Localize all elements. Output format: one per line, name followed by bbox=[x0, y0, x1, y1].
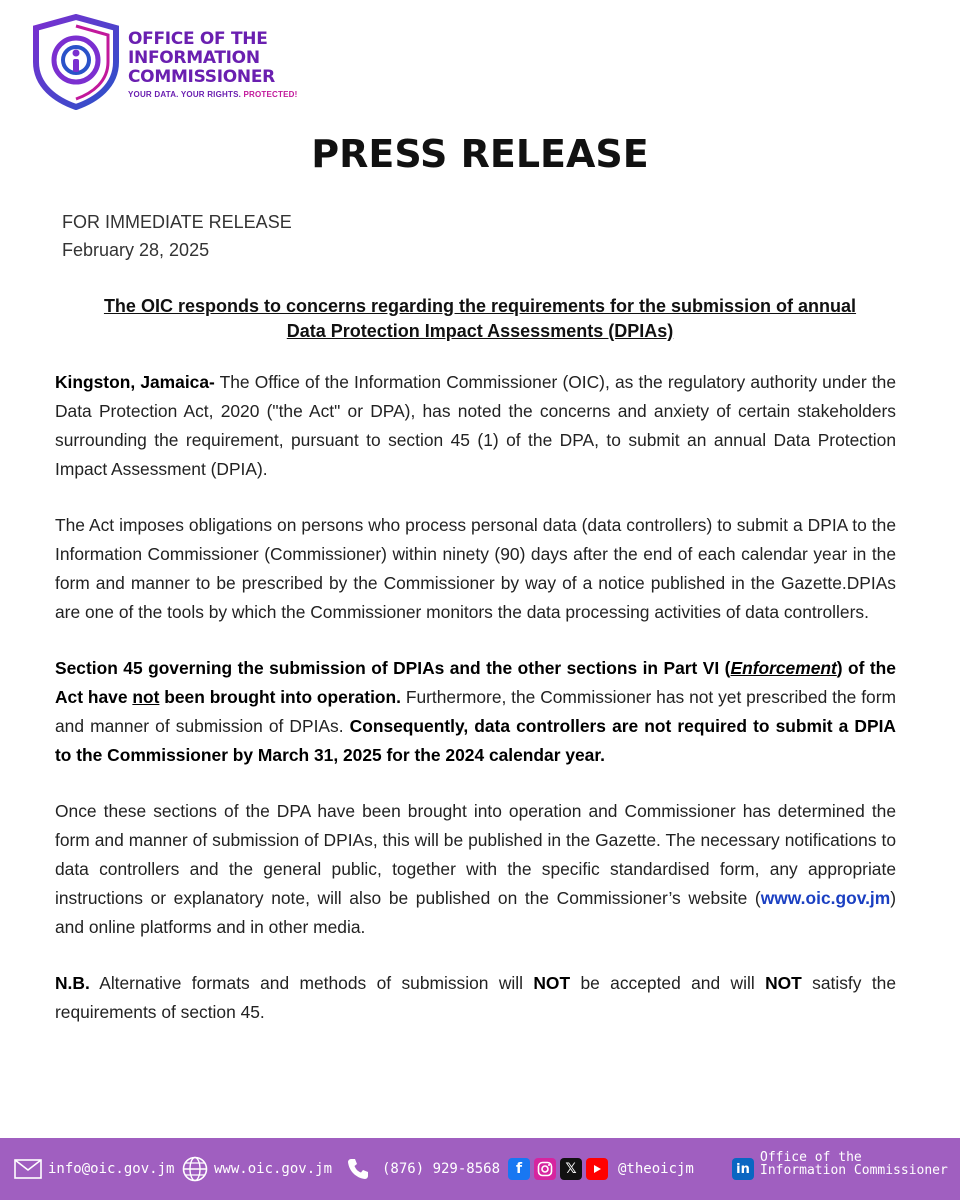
paragraph-5 bbox=[55, 969, 896, 1027]
paragraph-3-conclusion: Consequently, data controllers are not required to submit a DPIA to the Commissioner by March 31, 2025 for the 2024 calendar year. bbox=[55, 716, 896, 765]
youtube-icon[interactable] bbox=[586, 1158, 608, 1180]
footer-phone[interactable] bbox=[346, 1138, 500, 1200]
contact-footer bbox=[0, 1138, 960, 1200]
logo-tagline bbox=[128, 90, 297, 99]
linkedin-icon[interactable]: in bbox=[732, 1158, 754, 1180]
page-title: PRESS RELEASE bbox=[311, 132, 649, 176]
headline: The OIC responds to concerns regarding the requirements for the submission of annual Data Protection Impact Assessments (DPIAs) bbox=[103, 296, 857, 341]
release-label: FOR IMMEDIATE RELEASE bbox=[62, 212, 292, 232]
paragraph-5-text-a: Alternative formats and methods of submission will bbox=[89, 973, 534, 993]
logo-line-1: OFFICE OF THE bbox=[128, 29, 268, 49]
logo-line-3: COMMISSIONER bbox=[128, 67, 275, 87]
footer-email-text: info@oic.gov.jm bbox=[48, 1161, 175, 1177]
paragraph-5-text-b: be accepted and will bbox=[570, 973, 766, 993]
paragraph-3-bold-a: Section 45 governing the submission of DPIAs and the other sections in Part VI ( bbox=[55, 658, 731, 678]
facebook-icon[interactable]: f bbox=[508, 1158, 530, 1180]
shield-icon bbox=[30, 14, 122, 110]
x-twitter-icon[interactable]: 𝕏 bbox=[560, 1158, 582, 1180]
release-date: February 28, 2025 bbox=[62, 240, 210, 260]
paragraph-1-text: The Office of the Information Commissioner (OIC), as the regulatory authority under the Data Protection Act, 2020 ("the Act" or DPA), has noted the concerns and anxiety of certain stakeholders surrounding the requirement, pursuant to section 45 (1) of the DPA, to submit an annual Data Protection Impact Assessment (DPIA). bbox=[55, 372, 896, 479]
paragraph-2: The Act imposes obligations on persons who process personal data (data controllers) to submit a DPIA to the Information Commissioner (Commissioner) within ninety (90) days after the end of each calendar year in the form and manner to be prescribed by the Commissioner by way of a notice published in the Gazette.DPIAs are one of the tools by which the Commissioner monitors the data processing activities of data controllers. bbox=[55, 515, 896, 622]
social-handle[interactable]: @theoicjm bbox=[618, 1161, 694, 1177]
tagline-part-2: PROTECTED! bbox=[243, 90, 298, 99]
social-icons bbox=[508, 1138, 694, 1200]
enforcement-term: Enforcement bbox=[730, 658, 837, 678]
paragraph-1 bbox=[55, 368, 896, 484]
press-release-body bbox=[55, 368, 896, 1054]
linkedin-name[interactable]: Office of the Information Commissioner bbox=[760, 1150, 948, 1178]
paragraph-3 bbox=[55, 654, 896, 770]
phone-icon bbox=[346, 1157, 370, 1181]
paragraph-3-bold-b: ) of the Act have bbox=[55, 658, 896, 707]
paragraph-5-text-c: satisfy the requirements of section 45. bbox=[55, 973, 896, 1022]
website-link[interactable]: www.oic.gov.jm bbox=[760, 888, 891, 908]
not-emphasis-2: NOT bbox=[765, 973, 802, 993]
paragraph-3-bold-c: been brought into operation. bbox=[159, 687, 401, 707]
footer-website[interactable] bbox=[182, 1138, 332, 1200]
paragraph-4 bbox=[55, 797, 896, 942]
dateline: Kingston, Jamaica- bbox=[55, 372, 215, 392]
footer-email[interactable] bbox=[14, 1138, 174, 1200]
footer-phone-text: (876) 929-8568 bbox=[382, 1161, 501, 1177]
not-emphasis: not bbox=[132, 687, 160, 707]
instagram-icon[interactable] bbox=[534, 1158, 556, 1180]
release-meta bbox=[62, 208, 292, 264]
globe-icon bbox=[182, 1156, 208, 1182]
paragraph-4-text-a: Once these sections of the DPA have been brought into operation and Commissioner has determined the form and manner of submission of DPIAs, this will be published in the Gazette. The necessary notifications to data controllers and the general public, together with the specific standardised form, any appropriate instructions or explanatory note, will also be published on the Commissioner’s website ( bbox=[55, 801, 896, 908]
not-emphasis-1: NOT bbox=[533, 973, 571, 993]
paragraph-3-text: Furthermore, the Commissioner has not yet prescribed the form and manner of submission of DPIAs. bbox=[55, 687, 896, 736]
tagline-part-1: YOUR DATA. YOUR RIGHTS. bbox=[128, 90, 244, 99]
envelope-icon bbox=[14, 1159, 42, 1179]
nb-label: N.B. bbox=[55, 973, 90, 993]
footer-website-text: www.oic.gov.jm bbox=[214, 1161, 333, 1177]
paragraph-4-text-b: ) and online platforms and in other media. bbox=[55, 888, 896, 937]
logo-line-2: INFORMATION bbox=[128, 48, 260, 68]
oic-logo bbox=[30, 14, 310, 110]
